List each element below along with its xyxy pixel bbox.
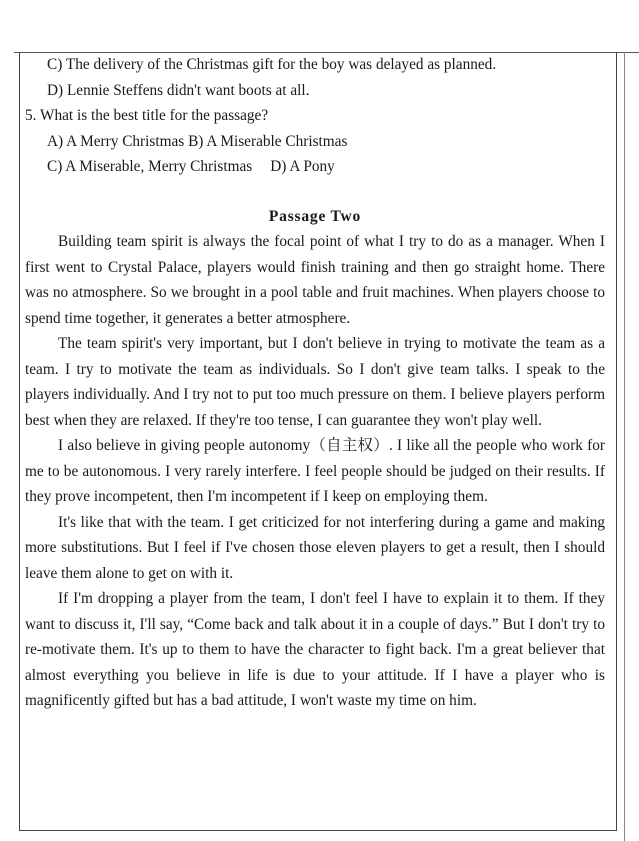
question-5-options-cd (25, 154, 605, 180)
question-5-stem: 5. What is the best title for the passage? (25, 107, 269, 124)
question-5-options-ab (25, 129, 605, 155)
option-c-prev: C) The delivery of the Christmas gift for the boy was delayed as planned. (47, 56, 497, 73)
passage-title: Passage Two (268, 207, 362, 225)
paragraph-5: If I'm dropping a player from the team, I don't feel I have to explain it to them. If they want to discuss it, I'll say, “Come back and talk about it in a couple of days.” But I don't try to re-motivate them. It's up to them to have the character to fight back. I'm a great believer that almost everything you believe in life is due to your attitude. If I have a player who is magnificently gifted but has a bad attitude, I won't waste my time on him. (25, 590, 605, 709)
option-c: C) A Miserable, Merry Christmas (47, 158, 253, 175)
paragraph-2: The team spirit's very important, but I don't believe in trying to motivate the team as a team. I try to motivate the team as individuals. So I don't give team talks. I speak to the players individually. And I try not to put too much pressure on them. I believe players perform best when they are relaxed. If they're too tense, I can guarantee they won't play well. (25, 335, 605, 429)
option-d: D) A Pony (270, 158, 335, 175)
option-b: B) A Miserable Christmas (188, 132, 348, 150)
paragraph-1: Building team spirit is always the focal point of what I try to do as a manager. When I first went to Crystal Palace, players would finish training and then go straight home. There was no atmosphere. So we brought in a pool table and fruit machines. When players choose to spend time together, it generates a better atmosphere. (25, 233, 605, 327)
option-d-prev: D) Lennie Steffens didn't want boots at all. (47, 81, 310, 99)
option-a: A) A Merry Christmas (47, 132, 185, 150)
right-margin-line (624, 52, 625, 841)
paragraph-4: It's like that with the team. I get criticized for not interfering during a game and making more substitutions. But I feel if I've chosen those eleven players to get a result, then I should leave them alone to get on with it. (25, 513, 605, 582)
document-body (25, 52, 605, 714)
paragraph-3: I also believe in giving people autonomy（自主权）. I like all the people who work for me to be autonomous. I very rarely interfere. I feel people should be judged on their results. If they prove incompetent, then I'm incompetent if I keep on employing them. (25, 437, 605, 505)
